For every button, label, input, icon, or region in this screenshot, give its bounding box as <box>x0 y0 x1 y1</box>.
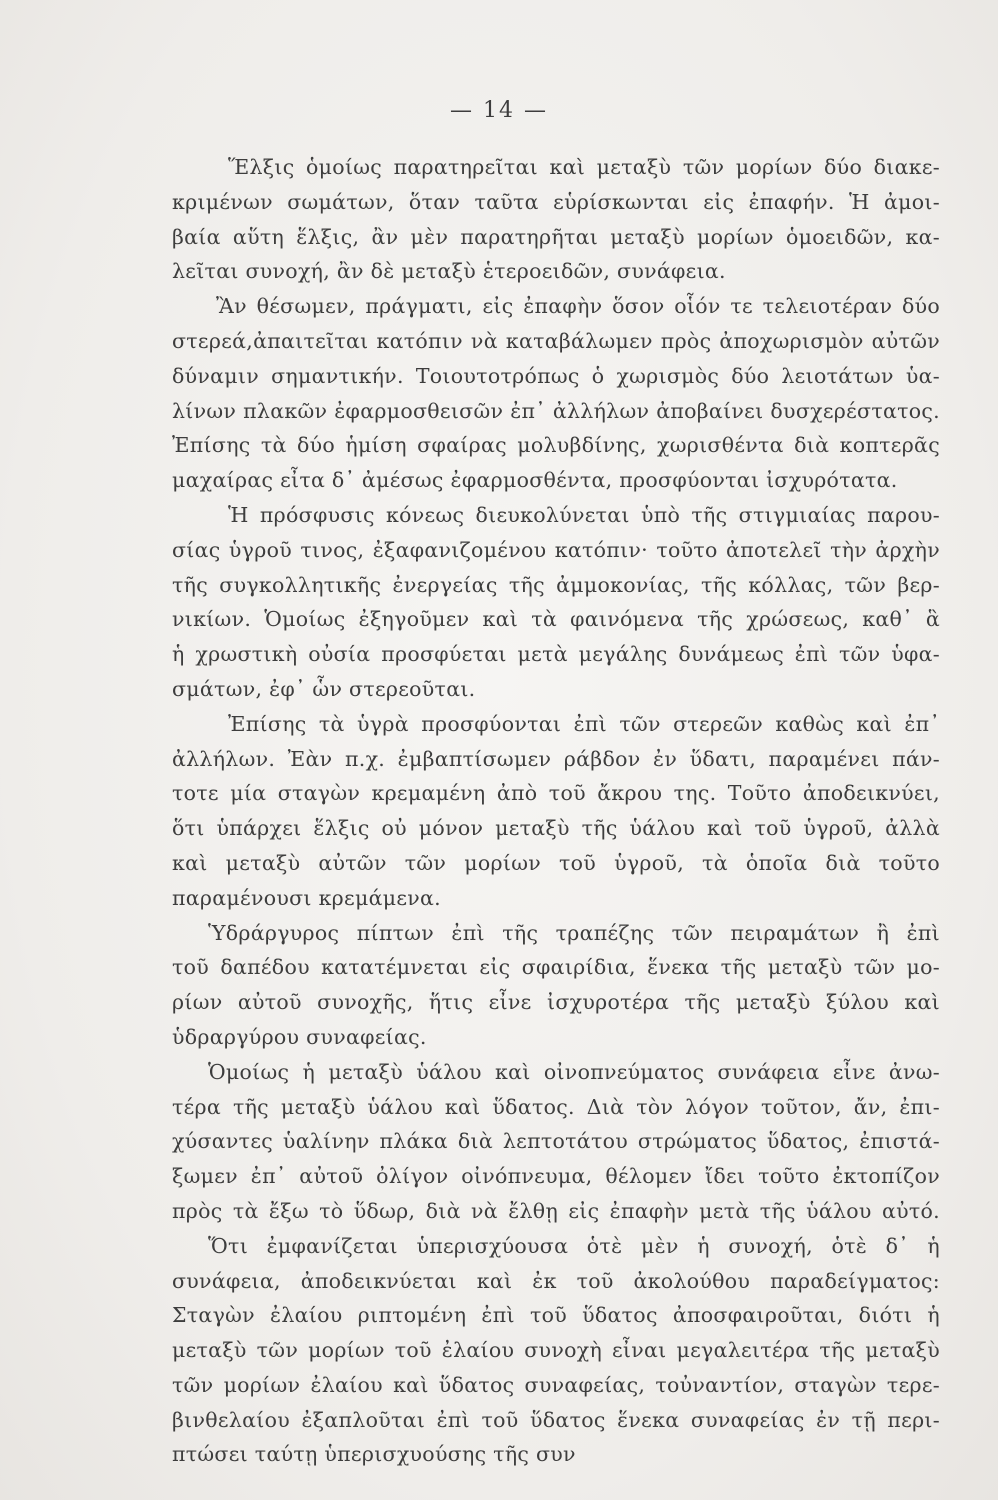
text-line: Ἐπίσης τὰ δύο ἡμίση σφαίρας μολυβδίνης, χωρισθέντα διὰ κοπτερᾶς <box>172 433 940 458</box>
text-line: χύσαντες ὑαλίνην πλάκα διὰ λεπτοτάτου στρώματος ὕδατος, ἐπιστά- <box>172 1129 940 1154</box>
text-line: μεταξὺ τῶν μορίων τοῦ ἐλαίου συνοχὴ εἶναι μεγαλειτέρα τῆς μεταξὺ <box>172 1338 940 1363</box>
text-line: μαχαίρας εἶτα δ᾽ ἀμέσως ἐφαρμοσθέντα, προσφύονται ἰσχυρότατα. <box>172 468 898 493</box>
text-line: ὑδραργύρου συναφείας. <box>172 1024 427 1049</box>
text-line: συνάφεια, ἀποδεικνύεται καὶ ἐκ τοῦ ἀκολούθου παραδείγματος: <box>172 1268 940 1293</box>
text-line: Ὁμοίως ἡ μεταξὺ ὑάλου καὶ οἰνοπνεύματος συνάφεια εἶνε ἀνω- <box>208 1059 940 1084</box>
text-line: τῆς συγκολλητικῆς ἐνεργείας τῆς ἀμμοκονίας, τῆς κόλλας, τῶν βερ- <box>172 572 940 597</box>
text-line: ξωμεν ἐπ᾽ αὐτοῦ ὀλίγον οἰνόπνευμα, θέλομεν ἴδει τοῦτο ἐκτοπίζον <box>172 1164 940 1189</box>
text-line: παραμένουσι κρεμάμενα. <box>172 885 441 910</box>
text-line: πτώσει ταύτῃ ὑπερισχυούσης τῆς συν <box>172 1442 576 1467</box>
text-line: λίνων πλακῶν ἐφαρμοσθεισῶν ἐπ᾽ ἀλλήλων ἀποβαίνει δυσχερέστατος. <box>172 398 940 423</box>
text-line: τοτε μία σταγὼν κρεμαμένη ἀπὸ τοῦ ἄκρου της. Τοῦτο ἀποδεικνύει, <box>172 781 940 806</box>
text-line: Ὅτι ἐμφανίζεται ὑπερισχύουσα ὁτὲ μὲν ἡ συνοχή, ὁτὲ δ᾽ ἡ <box>208 1233 940 1258</box>
text-line: τῶν μορίων ἐλαίου καὶ ὕδατος συναφείας, τοὐναντίον, σταγὼν τερε- <box>172 1372 940 1397</box>
text-line: ρίων αὐτοῦ συνοχῆς, ἥτις εἶνε ἰσχυροτέρα τῆς μεταξὺ ξύλου καὶ <box>172 990 940 1015</box>
text-line: τοῦ δαπέδου κατατέμνεται εἰς σφαιρίδια, ἕνεκα τῆς μεταξὺ τῶν μο- <box>172 955 940 980</box>
text-line: ἡ χρωστικὴ οὐσία προσφύεται μετὰ μεγάλης δυνάμεως ἐπὶ τῶν ὑφα- <box>172 642 940 667</box>
text-line: Ἕλξις ὁμοίως παρατηρεῖται καὶ μεταξὺ τῶν μορίων δύο διακε- <box>228 155 940 179</box>
text-line: Ὑδράργυρος πίπτων ἐπὶ τῆς τραπέζης τῶν πειραμάτων ἢ ἐπὶ <box>208 920 940 945</box>
text-line: Ἡ πρόσφυσις κόνεως διευκολύνεται ὑπὸ τῆς στιγμιαίας παρου- <box>228 502 940 527</box>
text-line: σίας ὑγροῦ τινος, ἐξαφανιζομένου κατόπιν· τοῦτο ἀποτελεῖ τὴν ἀρχὴν <box>172 537 940 562</box>
text-line: βινθελαίου ἐξαπλοῦται ἐπὶ τοῦ ὕδατος ἕνεκα συναφείας ἐν τῇ περι- <box>172 1407 940 1432</box>
text-line: Ἂν θέσωμεν, πράγματι, εἰς ἐπαφὴν ὅσον οἷόν τε τελειοτέραν δύο <box>216 294 940 319</box>
text-line: Σταγὼν ἐλαίου ριπτομένη ἐπὶ τοῦ ὕδατος ἀποσφαιροῦται, διότι ἡ <box>172 1303 940 1328</box>
text-line: κριμένων σωμάτων, ὅταν ταῦτα εὑρίσκωνται εἰς ἐπαφήν. Ἡ ἀμοι- <box>172 189 940 214</box>
body-text <box>172 150 940 1472</box>
text-line: τέρα τῆς μεταξὺ ὑάλου καὶ ὕδατος. Διὰ τὸν λόγον τοῦτον, ἄν, ἐπι- <box>172 1094 940 1119</box>
text-line: ἀλλήλων. Ἐὰν π.χ. ἐμβαπτίσωμεν ράβδον ἐν ὕδατι, παραμένει πάν- <box>172 746 940 771</box>
page-number: — 14 — <box>450 98 548 123</box>
text-line: πρὸς τὰ ἔξω τὸ ὕδωρ, διὰ νὰ ἔλθῃ εἰς ἐπαφὴν μετὰ τῆς ὑάλου αὐτό. <box>172 1198 940 1223</box>
text-line: σμάτων, ἐφ᾽ ὧν στερεοῦται. <box>172 676 476 701</box>
text-line: δύναμιν σημαντικήν. Τοιουτοτρόπως ὁ χωρισμὸς δύο λειοτάτων ὑα- <box>172 363 940 388</box>
text-line: Ἐπίσης τὰ ὑγρὰ προσφύονται ἐπὶ τῶν στερεῶν καθὼς καὶ ἐπ᾽ <box>228 711 940 736</box>
text-line: νικίων. Ὁμοίως ἐξηγοῦμεν καὶ τὰ φαινόμενα τῆς χρώσεως, καθ᾽ ἃ <box>172 607 940 632</box>
text-line: βαία αὕτη ἕλξις, ἂν μὲν παρατηρῆται μεταξὺ μορίων ὁμοειδῶν, κα- <box>172 224 940 249</box>
text-line: στερεά,ἀπαιτεῖται κατόπιν νὰ καταβάλωμεν πρὸς ἀποχωρισμὸν αὐτῶν <box>172 328 940 353</box>
text-line: λεῖται συνοχή, ἂν δὲ μεταξὺ ἑτεροειδῶν, συνάφεια. <box>172 259 726 284</box>
text-line: ὅτι ὑπάρχει ἕλξις οὐ μόνον μεταξὺ τῆς ὑάλου καὶ τοῦ ὑγροῦ, ἀλλὰ <box>172 816 940 841</box>
text-line: καὶ μεταξὺ αὐτῶν τῶν μορίων τοῦ ὑγροῦ, τὰ ὁποῖα διὰ τοῦτο <box>172 850 940 875</box>
